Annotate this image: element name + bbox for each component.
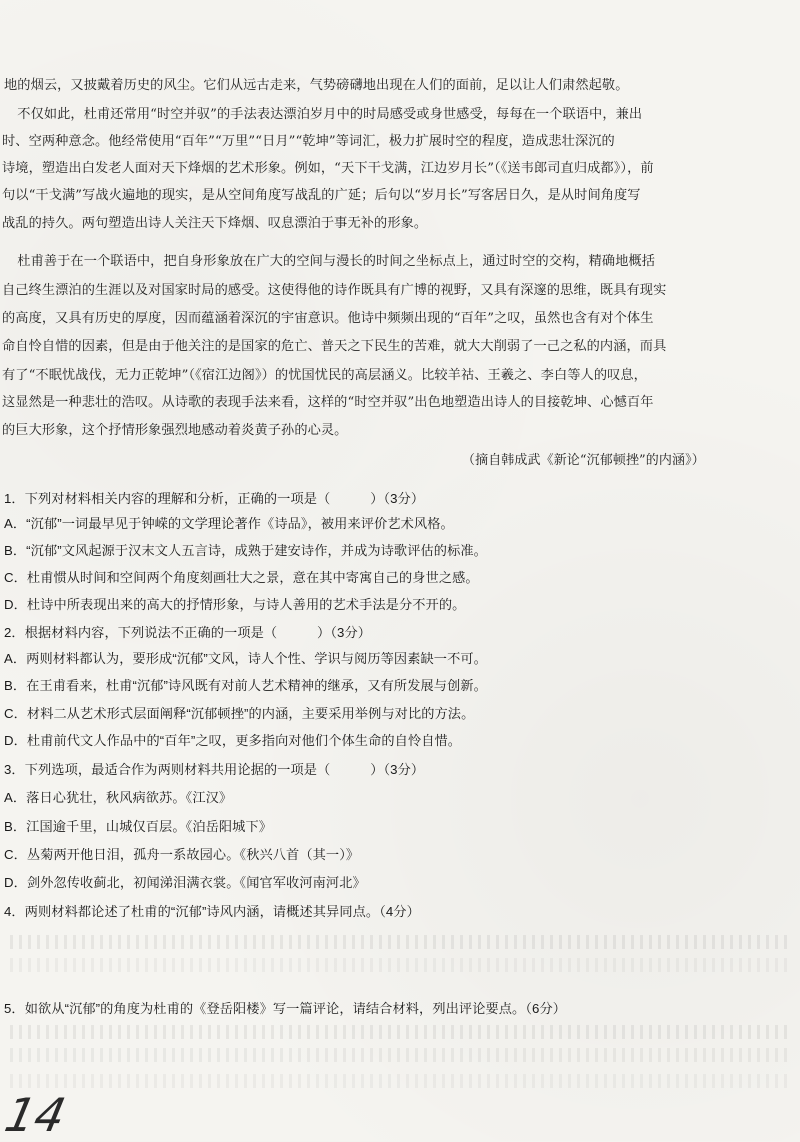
answer-area-5-noise [10,1074,790,1088]
question-3-option-d: D．剑外忽传收蓟北，初闻涕泪满衣裳。《闻官军收河南河北》 [4,875,366,890]
passage-line-5: 句以“干戈满”写战火遍地的现实，是从空间角度写战乱的广延；后句以“岁月长”写客居日久，是从时间角度写 [2,188,641,203]
question-4: 4．两则材料都论述了杜甫的“沉郁”诗风内涵，请概述其异同点。（4分） [4,904,420,919]
question-1-option-a: A．“沉郁”一词最早见于钟嵘的文学理论著作《诗品》，被用来评价艺术风格。 [4,516,454,531]
question-2: 2．根据材料内容，下列说法不正确的一项是（ ）（3分） [4,625,372,640]
question-3-option-a: A．落日心犹壮，秋风病欲苏。《江汉》 [4,790,233,805]
source-citation: （摘自韩成武《新论“沉郁顿挫”的内涵》） [462,453,705,468]
answer-area-4-noise [10,958,790,972]
passage-line-11: 有了“不眠忧战伐，无力正乾坤”（《宿江边阁》）的忧国忧民的高层涵义。比较羊祜、王羲之、李白等人的叹息， [2,368,647,383]
passage-line-8: 自己终生漂泊的生涯以及对国家时局的感受。这使得他的诗作既具有广博的视野，又具有深邃的思维，既具有现实 [2,283,667,298]
answer-area-5-noise [10,1025,790,1039]
question-2-option-b: B．在王甫看来，杜甫“沉郁”诗风既有对前人艺术精神的继承，又有所发展与创新。 [4,678,487,693]
question-3-option-b: B．江国逾千里，山城仅百层。《泊岳阳城下》 [4,819,273,834]
passage-line-10: 命自怜自惜的因素，但是由于他关注的是国家的危亡、普天之下民生的苦难，就大大削弱了一己之私的内涵，而具 [2,339,667,354]
passage-line-13: 的巨大形象，这个抒情形象强烈地感动着炎黄子孙的心灵。 [2,423,348,438]
passage-line-6: 战乱的持久。两句塑造出诗人关注天下烽烟、叹息漂泊于事无补的形象。 [2,216,428,231]
question-2-option-c: C．材料二从艺术形式层面阐释“沉郁顿挫”的内涵，主要采用举例与对比的方法。 [4,706,475,721]
answer-area-4-noise [10,935,790,949]
passage-line-1: 地的烟云，又披戴着历史的风尘。它们从远古走来，气势磅礴地出现在人们的面前，足以让人们肃然起敬。 [4,78,629,93]
question-2-option-a: A．两则材料都认为，要形成“沉郁”文风，诗人个性、学识与阅历等因素缺一不可。 [4,651,487,666]
passage-line-3: 时、空两种意念。他经常使用“百年”“万里”“日月”“乾坤”等词汇，极力扩展时空的程度，造成悲壮深沉的 [2,134,615,149]
question-1-option-b: B．“沉郁”文风起源于汉末文人五言诗，成熟于建安诗作，并成为诗歌评估的标准。 [4,543,487,558]
passage-line-12: 这显然是一种悲壮的浩叹。从诗歌的表现手法来看，这样的“时空并驭”出色地塑造出诗人的目接乾坤、心憾百年 [2,395,654,410]
question-3: 3．下列选项，最适合作为两则材料共用论据的一项是（ ）（3分） [4,762,425,777]
answer-area-5-noise [10,1048,790,1062]
question-1: 1．下列对材料相关内容的理解和分析，正确的一项是（ ）（3分） [4,491,425,506]
passage-line-7: 杜甫善于在一个联语中，把自身形象放在广大的空间与漫长的时间之坐标点上，通过时空的交构，精确地概括 [4,254,656,269]
page-number: 14 [0,1088,71,1142]
question-3-option-c: C．丛菊两开他日泪，孤舟一系故园心。《秋兴八首（其一）》 [4,847,360,862]
question-5: 5．如欲从“沉郁”的角度为杜甫的《登岳阳楼》写一篇评论，请结合材料，列出评论要点。（6分） [4,1001,567,1016]
question-1-option-c: C．杜甫惯从时间和空间两个角度刻画壮大之景，意在其中寄寓自己的身世之感。 [4,570,479,585]
question-2-option-d: D．杜甫前代文人作品中的“百年”之叹，更多指向对他们个体生命的自怜自惜。 [4,733,462,748]
passage-line-4: 诗境，塑造出白发老人面对天下烽烟的艺术形象。例如，“天下干戈满，江边岁月长”（《送韦郎司直归成都》），前 [2,161,654,176]
passage-line-9: 的高度，又具有历史的厚度，因而蕴涵着深沉的宇宙意识。他诗中频频出现的“百年”之叹，虽然也含有对个体生 [2,311,654,326]
question-1-option-d: D．杜诗中所表现出来的高大的抒情形象，与诗人善用的艺术手法是分不开的。 [4,597,466,612]
passage-line-2: 不仅如此，杜甫还常用“时空并驭”的手法表达漂泊岁月中的时局感受或身世感受，每每在一个联语中，兼出 [4,107,643,122]
